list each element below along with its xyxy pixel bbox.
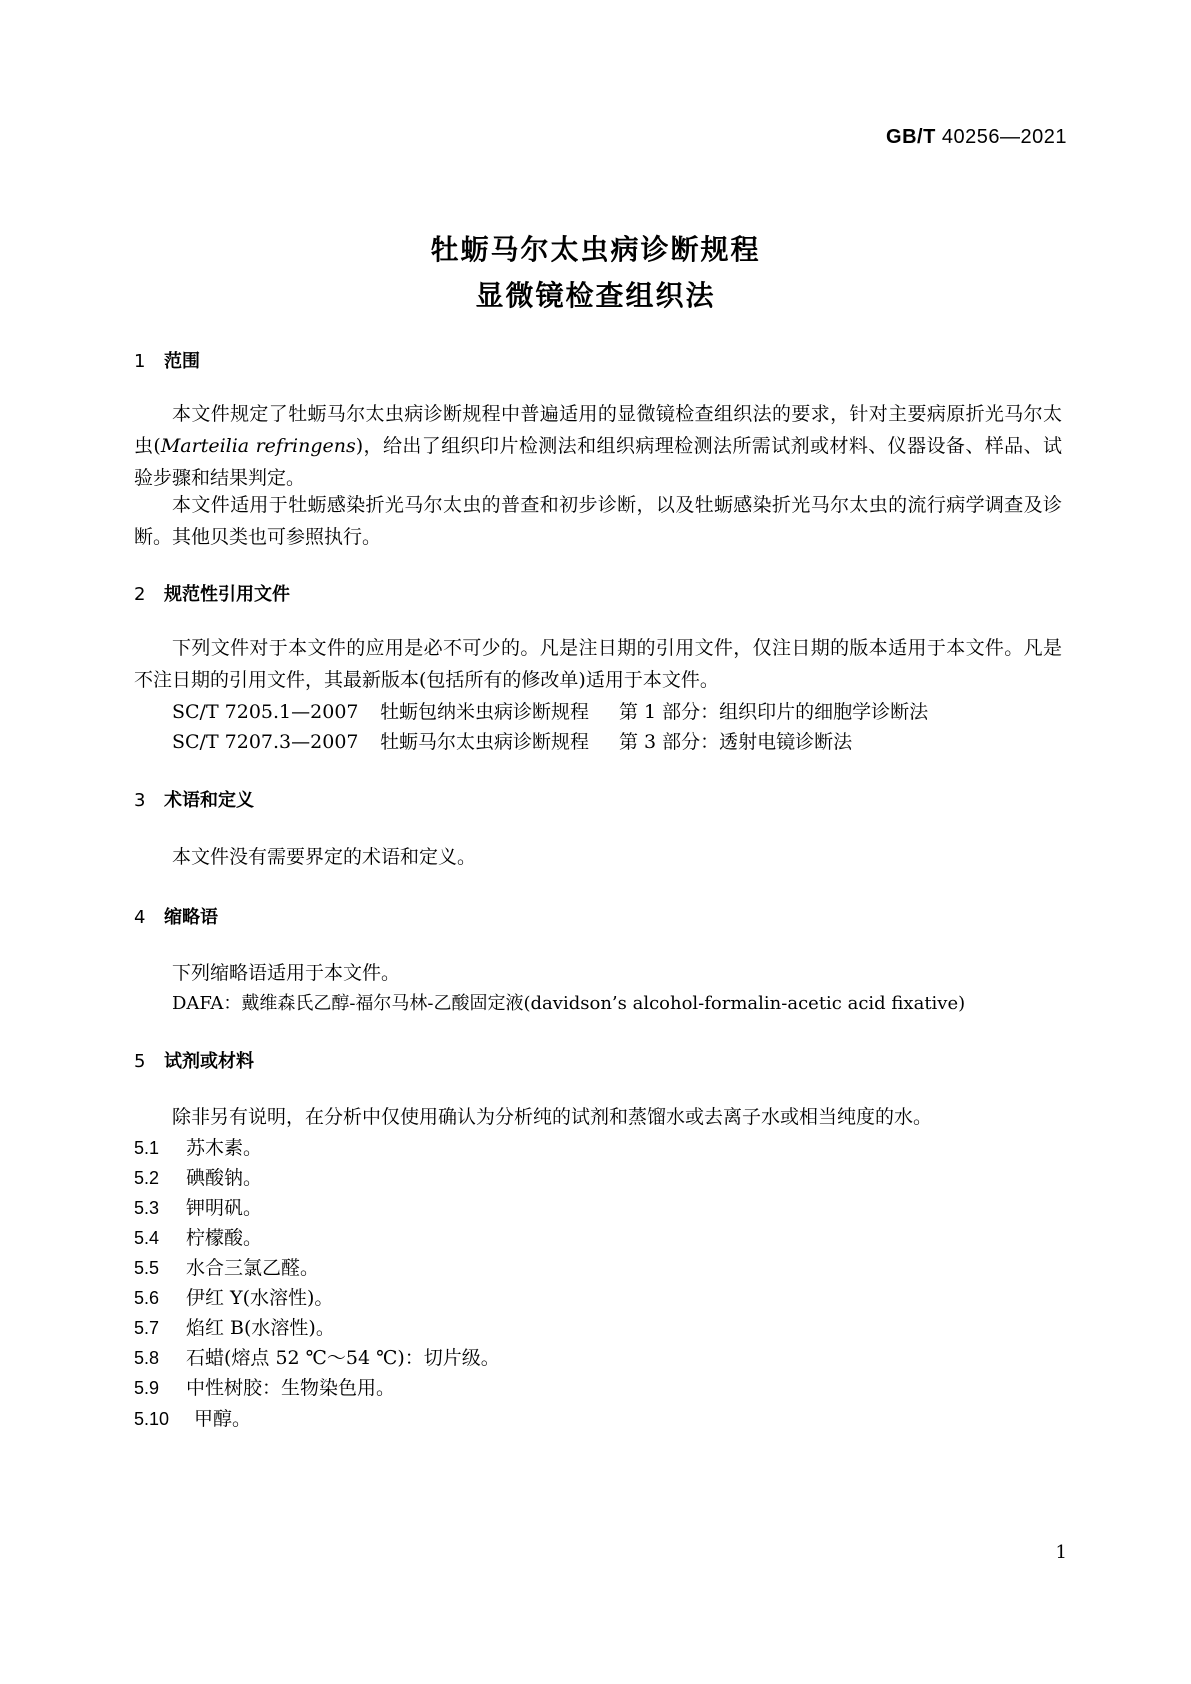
item-number: 5.9 (134, 1378, 160, 1398)
reference-name: 牡蛎包纳米虫病诊断规程 (380, 701, 590, 723)
item-number: 5.7 (134, 1318, 160, 1338)
reference-code: SC/T 7205.1—2007 (172, 701, 359, 723)
item-number: 5.2 (134, 1168, 160, 1188)
page-number: 1 (1055, 1542, 1067, 1563)
list-item (134, 1193, 262, 1220)
standard-code (886, 126, 1067, 149)
reference-name: 牡蛎马尔太虫病诊断规程 (380, 731, 590, 753)
latin-name: Marteilia refringens (160, 435, 356, 457)
section-title: 试剂或材料 (164, 1051, 254, 1072)
section-number: 3 (134, 790, 146, 811)
list-item (134, 1223, 262, 1250)
abbreviation-dafa: DAFA：戴维森氏乙醇-福尔马林-乙酸固定液(davidson’s alcohol-formalin-acetic acid fixative) (172, 993, 966, 1014)
section-number: 2 (134, 584, 146, 605)
item-text: 焰红 B(水溶性)。 (186, 1317, 335, 1339)
section-1-paragraph-2: 本文件适用于牡蛎感染折光马尔太虫的普查和初步诊断，以及牡蛎感染折光马尔太虫的流行病学调查及诊断。其他贝类也可参照执行。 (134, 494, 1062, 548)
item-text: 钾明矾。 (186, 1197, 263, 1219)
section-5-paragraph-1: 除非另有说明，在分析中仅使用确认为分析纯的试剂和蒸馏水或去离子水或相当纯度的水。 (172, 1106, 933, 1128)
section-1-heading (134, 347, 200, 373)
item-text: 甲醇。 (194, 1408, 252, 1430)
section-4-paragraph-1: 下列缩略语适用于本文件。 (172, 962, 401, 984)
paragraph-text: )，给出了组织印片检测法和组织病理检测法所需试剂或材料、仪器设备、样品、试验步骤和结果判定。 (134, 435, 1062, 489)
section-title: 缩略语 (164, 907, 218, 928)
section-2-heading (134, 580, 290, 606)
list-item (134, 1373, 395, 1400)
section-5-heading (134, 1047, 254, 1073)
list-item (134, 1133, 262, 1160)
section-number: 4 (134, 907, 146, 928)
item-number: 5.4 (134, 1228, 160, 1248)
item-number: 5.5 (134, 1258, 160, 1278)
item-text: 柠檬酸。 (186, 1227, 263, 1249)
reference-part: 第 3 部分：透射电镜诊断法 (619, 731, 853, 753)
paragraph-text: 本文件规定了牡蛎马尔太虫病诊断规程中普遍适用的显微镜检查组织法的要求，针对主要病原折光马尔太虫( (134, 403, 1062, 457)
item-number: 5.6 (134, 1288, 160, 1308)
section-3-heading (134, 786, 254, 812)
section-title: 术语和定义 (164, 790, 254, 811)
reference-part: 第 1 部分：组织印片的细胞学诊断法 (619, 701, 929, 723)
title-line-1: 牡蛎马尔太虫病诊断规程 (430, 233, 761, 266)
list-item (134, 1343, 500, 1370)
section-3-paragraph-1: 本文件没有需要界定的术语和定义。 (172, 846, 477, 868)
item-text: 碘酸钠。 (186, 1167, 263, 1189)
section-2-paragraph-1: 下列文件对于本文件的应用是必不可少的。凡是注日期的引用文件，仅注日期的版本适用于本文件。凡是不注日期的引用文件，其最新版本(包括所有的修改单)适用于本文件。 (134, 637, 1062, 691)
item-number: 5.10 (134, 1409, 170, 1429)
item-text: 石蜡(熔点 52 ℃～54 ℃)：切片级。 (186, 1347, 500, 1369)
item-text: 伊红 Y(水溶性)。 (186, 1287, 334, 1309)
section-1-paragraph-1 (134, 398, 1062, 494)
reference-line (172, 697, 928, 724)
standard-prefix: GB/T (886, 126, 936, 148)
item-number: 5.1 (134, 1138, 160, 1158)
section-number: 1 (134, 351, 146, 372)
item-text: 中性树胶：生物染色用。 (186, 1377, 396, 1399)
title-line-2: 显微镜检查组织法 (475, 279, 716, 312)
item-number: 5.3 (134, 1198, 160, 1218)
list-item (134, 1163, 262, 1190)
list-item (134, 1253, 319, 1280)
section-number: 5 (134, 1051, 146, 1072)
section-4-heading (134, 903, 218, 929)
section-title: 范围 (164, 351, 200, 372)
standard-number: 40256—2021 (941, 126, 1067, 148)
item-text: 苏木素。 (186, 1137, 263, 1159)
item-number: 5.8 (134, 1348, 160, 1368)
section-title: 规范性引用文件 (164, 584, 290, 605)
reference-line (172, 727, 852, 754)
list-item (134, 1283, 333, 1310)
list-item (134, 1404, 251, 1431)
list-item (134, 1313, 335, 1340)
reference-code: SC/T 7207.3—2007 (172, 731, 359, 753)
item-text: 水合三氯乙醛。 (186, 1257, 320, 1279)
